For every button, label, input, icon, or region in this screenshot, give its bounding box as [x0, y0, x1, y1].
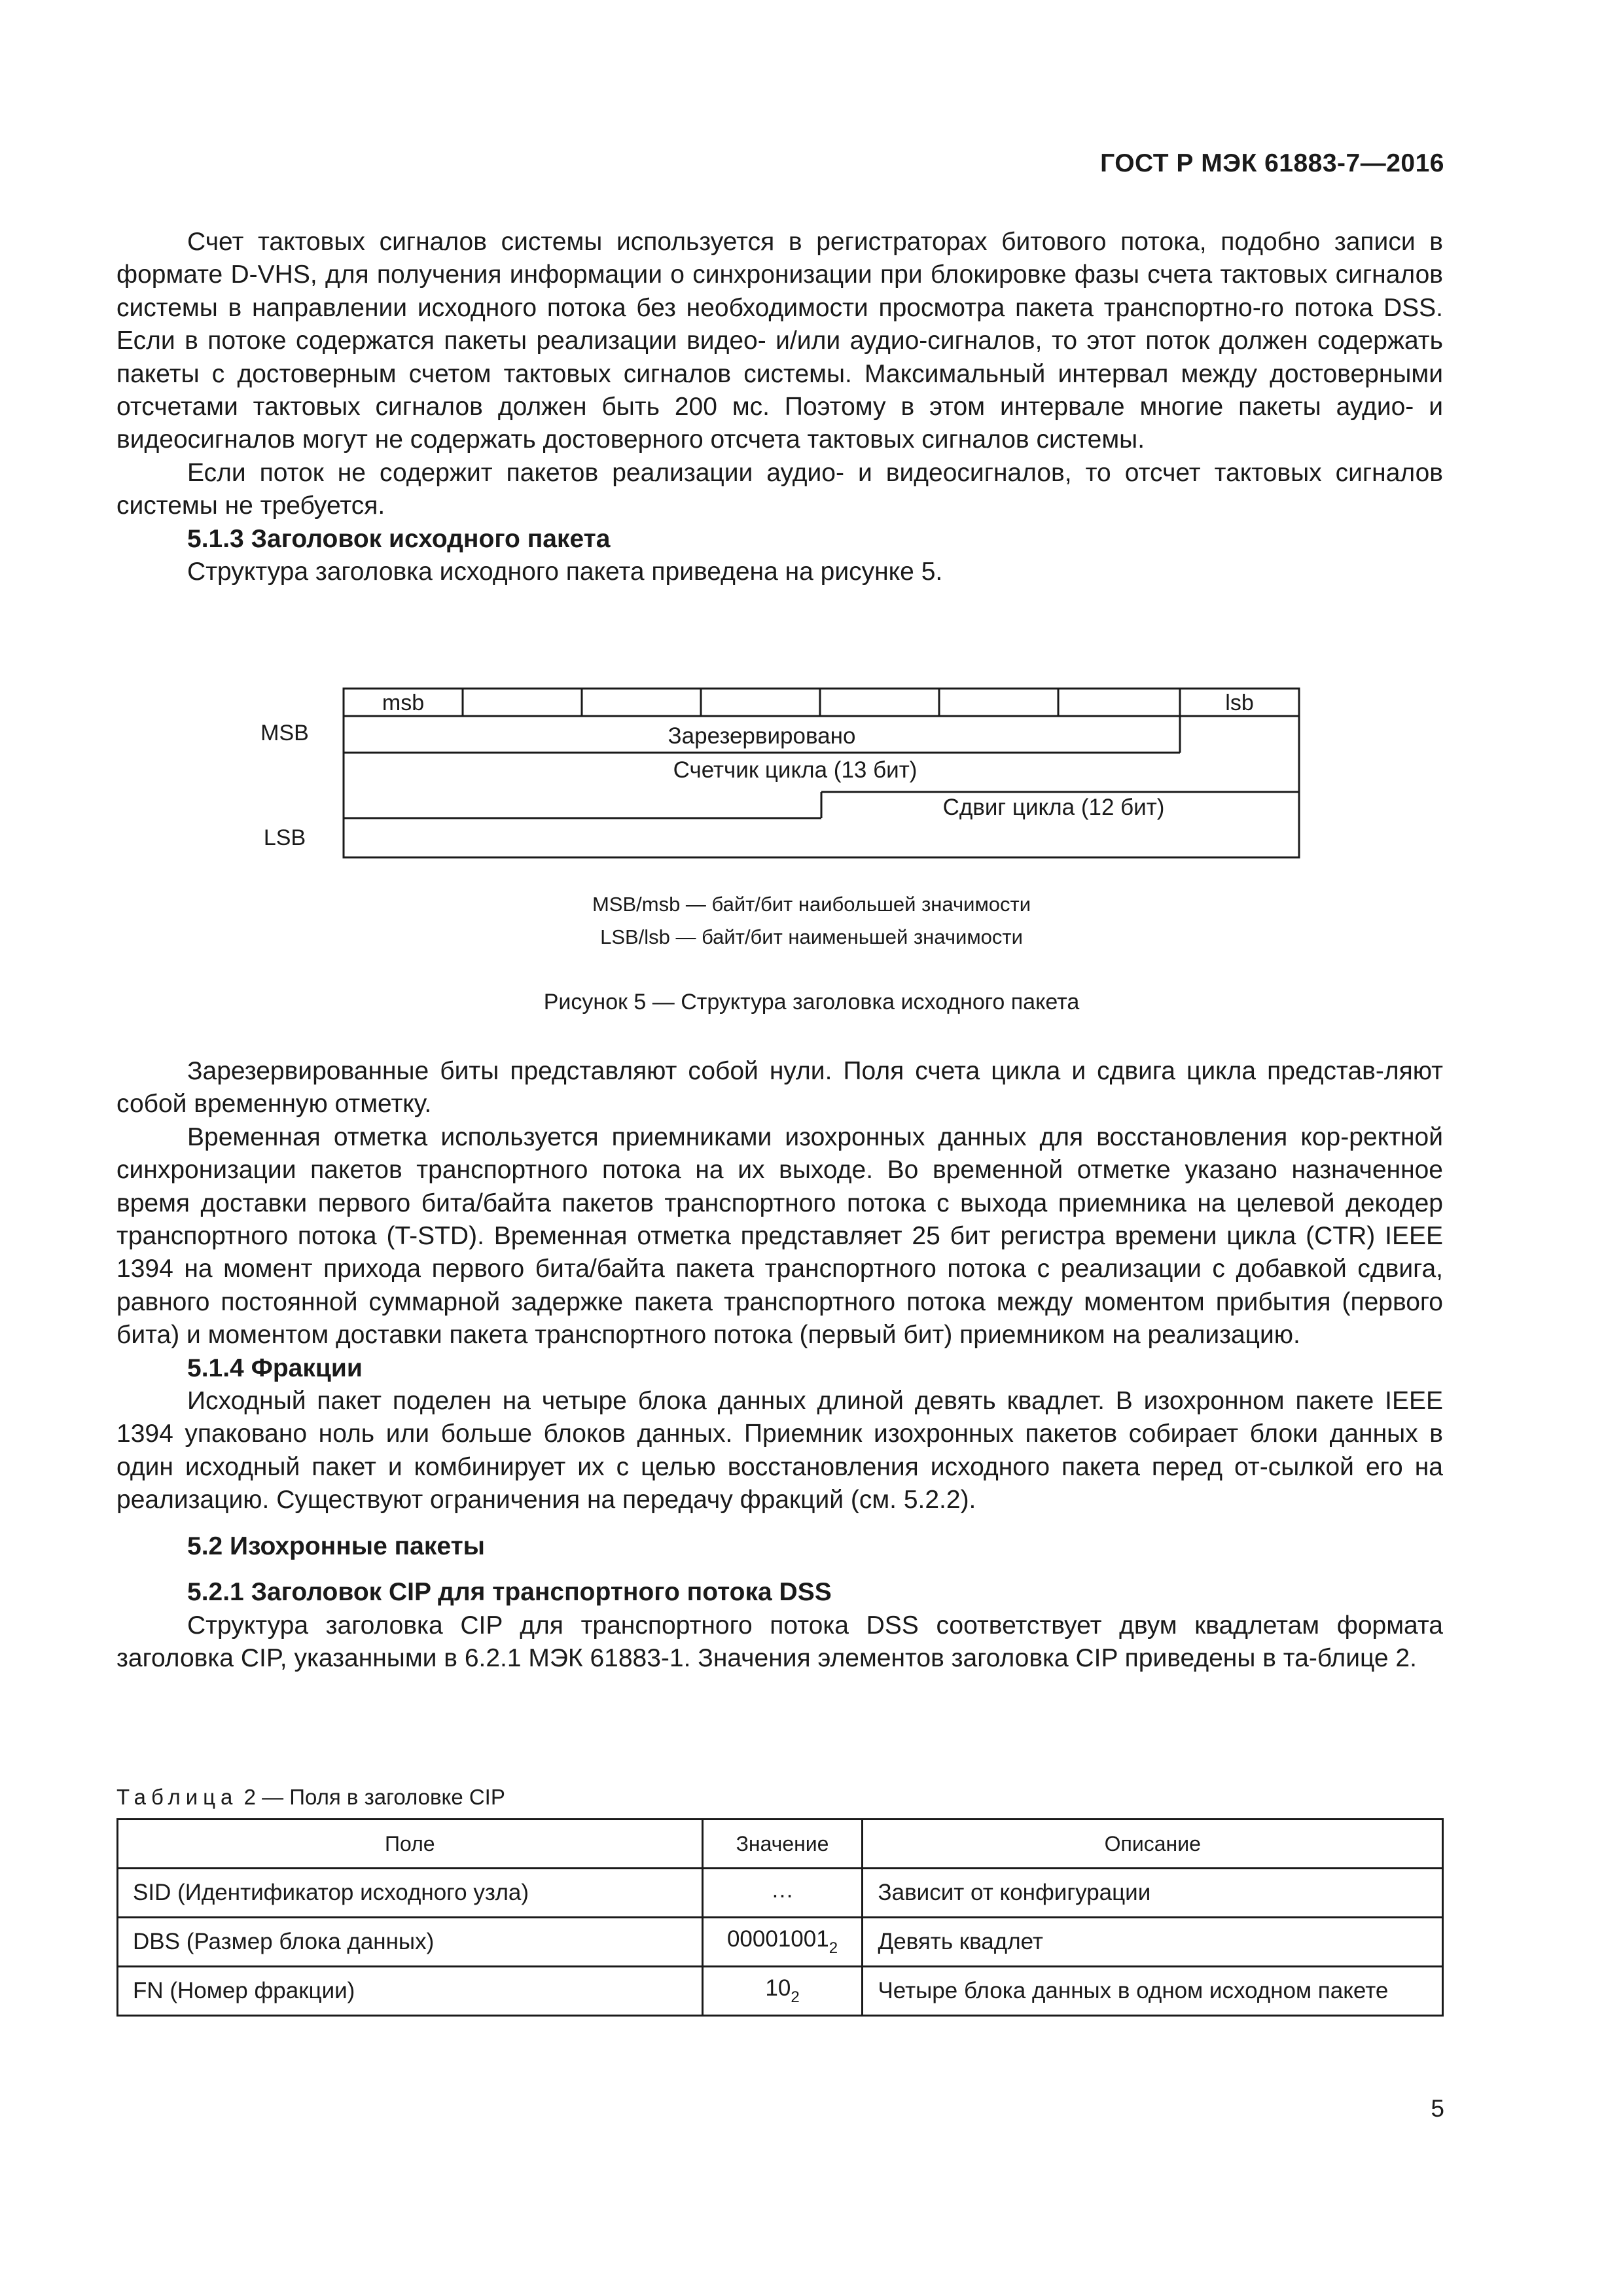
- body-middle: [116, 1055, 1443, 1675]
- section-heading: 5.2.1 Заголовок CIP для транспортного потока DSS: [187, 1578, 832, 1607]
- table-row: [118, 1967, 1443, 2016]
- column-header: Описание: [863, 1820, 1443, 1869]
- bit-label-msb: msb: [382, 691, 425, 715]
- figure-note: MSB/msb — байт/бит наибольшей значимости: [592, 893, 1031, 916]
- table-title-prefix: Таблица: [116, 1785, 238, 1809]
- cip-fields-table: [116, 1818, 1444, 2017]
- figure-notes: [0, 888, 1623, 954]
- section-heading: 5.1.4 Фракции: [187, 1354, 363, 1382]
- table-header-row: [118, 1820, 1443, 1869]
- figure-caption: Рисунок 5 — Структура заголовка исходного пакета: [543, 990, 1080, 1014]
- table-cell-value: $00001001_2$: [702, 1918, 863, 1967]
- row-label-msb: MSB: [260, 721, 309, 745]
- row-label-lsb: LSB: [263, 825, 306, 850]
- table-cell-value: …: [702, 1869, 863, 1918]
- document-header: ГОСТ Р МЭК 61883-7—2016: [1100, 149, 1444, 177]
- field-cycle-offset: Сдвиг цикла (12 бит): [942, 795, 1165, 820]
- paragraph: Счет тактовых сигналов системы используется в регистраторах битового потока, подобно записи в формате D-VHS, для получения информации о синхронизации при блокировке фазы счета тактовых сигналов системы в направлении исходного потока без необходимости просмотра пакета транспортно-го потока DSS. Если в потоке содержатся пакеты реализации видео- и/или аудио-сигналов, то этот поток должен содержать пакеты с достоверным счетом тактовых сигналов системы. Максимальный интервал между достоверными отсчетами тактовых сигналов должен быть 200 мс. Поэтому в этом интервале многие пакеты аудио- и видеосигналов могут не содержать достоверного отсчета тактовых сигналов системы.: [116, 228, 1443, 454]
- table-cell-value: $10_2$: [702, 1967, 863, 2016]
- table-row: [118, 1918, 1443, 1967]
- table-cell-field: DBS (Размер блока данных): [118, 1918, 703, 1967]
- page-number: 5: [1431, 2095, 1444, 2122]
- paragraph: Если поток не содержит пакетов реализации аудио- и видеосигналов, то отсчет тактовых сигналов системы не требуется.: [116, 458, 1443, 520]
- figure-note: LSB/lsb — байт/бит наименьшей значимости: [600, 925, 1023, 948]
- field-cycle-count: Счетчик цикла (13 бит): [673, 757, 918, 783]
- column-header: Значение: [702, 1820, 863, 1869]
- paragraph: Зарезервированные биты представляют собой нули. Поля счета цикла и сдвига цикла представ-ляют собой временную отметку.: [116, 1057, 1443, 1119]
- table-cell-description: Зависит от конфигурации: [863, 1869, 1443, 1918]
- table-row: [118, 1869, 1443, 1918]
- table-cell-description: Девять квадлет: [863, 1918, 1443, 1967]
- table-cell-field: SID (Идентификатор исходного узла): [118, 1869, 703, 1918]
- paragraph: Структура заголовка исходного пакета приведена на рисунке 5.: [187, 558, 943, 586]
- table-cell-field: FN (Номер фракции): [118, 1967, 703, 2016]
- table-title: [116, 1785, 505, 1810]
- paragraph: Исходный пакет поделен на четыре блока данных длиной девять квадлет. В изохронном пакете IEEE 1394 упаковано ноль или больше блоков данных. Приемник изохронных пакетов собирает блоки данных в один исходный пакет и комбинирует их с целью восстановления исходного пакета перед от-сылкой его на реализацию. Существуют ограничения на передачу фракций (см. 5.2.2).: [116, 1387, 1443, 1515]
- body-top: [116, 226, 1443, 588]
- section-heading: 5.2 Изохронные пакеты: [187, 1532, 485, 1560]
- table-cell-description: Четыре блока данных в одном исходном пакете: [863, 1967, 1443, 2016]
- table-title-text: 2 — Поля в заголовке CIP: [243, 1785, 505, 1809]
- bit-label-lsb: lsb: [1225, 691, 1254, 715]
- paragraph: Временная отметка используется приемниками изохронных данных для восстановления кор-ректной синхронизации пакетов транспортного потока на их выходе. Во временной отметке указано назначенное время доставки первого бита/байта пакетов транспортного потока с выхода приемника на целевой декодер транспортного потока (T-STD). Временная отметка представляет 25 бит регистра времени цикла (CTR) IEEE 1394 на момент прихода первого бита/байта пакета транспортного потока с реализации с добавкой сдвига, равного постоянной суммарной задержке пакета транспортного потока между моментом прибытия (первого бита) и моментом доставки пакета транспортного потока (первый бит) приемником на реализацию.: [116, 1122, 1443, 1350]
- section-heading: 5.1.3 Заголовок исходного пакета: [187, 524, 611, 553]
- packet-header-diagram: [249, 681, 1309, 864]
- column-header: Поле: [118, 1820, 703, 1869]
- field-reserved: Зарезервировано: [668, 723, 856, 749]
- paragraph: Структура заголовка CIP для транспортного потока DSS соответствует двум квадлетам формата заголовка CIP, указанными в 6.2.1 МЭК 61883-1. Значения элементов заголовка CIP приведены в та-блице 2.: [116, 1611, 1443, 1672]
